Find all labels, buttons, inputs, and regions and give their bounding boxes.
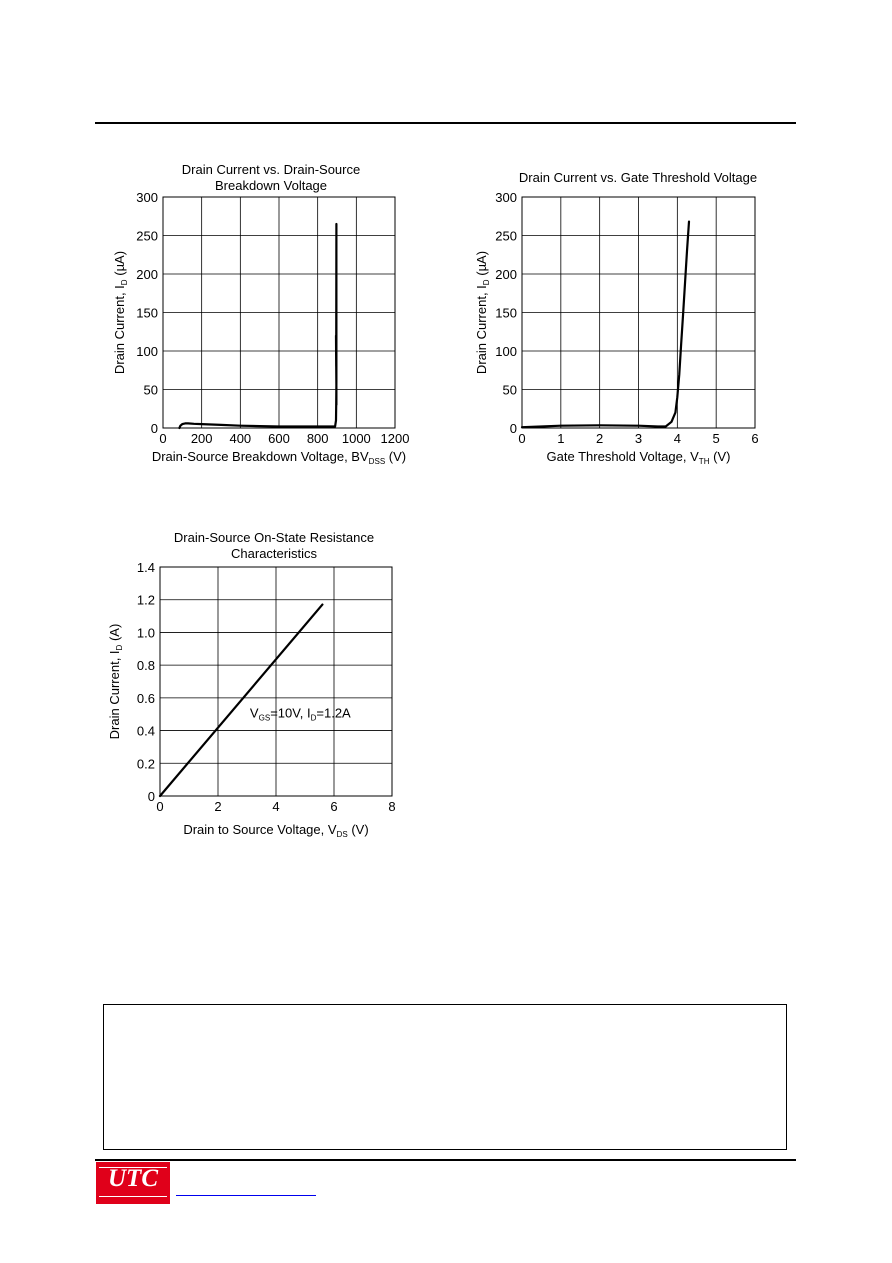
x-tick-label: 3 [634,431,643,446]
note-box [103,1004,787,1150]
x-tick-label: 4 [673,431,681,446]
x-tick-label: 4 [272,799,280,814]
on-state-resistance-chart [0,500,892,860]
y-tick-label: 0.2 [136,756,155,772]
y-axis-label: Drain Current, $I_D$ (µA) [474,250,491,375]
grid [160,567,392,796]
y-tick-label: 100 [495,344,517,359]
y-tick-label: 300 [495,190,517,205]
x-tick-label: 8 [388,799,396,814]
y-tick-label: 100 [136,344,158,359]
x-axis-label: Drain-Source Breakdown Voltage, $BV_{DSS}$ (V) [151,449,407,466]
x-tick-label: 1 [557,431,565,446]
x-axis-label: Gate Threshold Voltage, $V_{TH}$ (V) [546,449,731,466]
y-tick-label: 50 [143,382,158,398]
x-tick-label: 0 [518,431,526,446]
y-tick-label: 0.4 [136,723,155,739]
y-tick-label: 50 [502,382,517,398]
x-axis-label: Drain to Source Voltage, $V_{DS}$ (V) [183,822,369,839]
y-axis-label: Drain Current, $I_D$ (A) [107,623,124,740]
y-tick-label: 150 [495,305,517,321]
chart-title: Drain Current vs. Gate Threshold Voltage [518,170,758,185]
utc-logo [96,1162,170,1204]
x-tick-label: 1200 [380,431,410,446]
y-tick-label: 0 [147,789,155,804]
y-tick-label: 0 [150,421,158,436]
chart-annotation: $V_{GS}=10V$, $I_D=1.2A$ [249,705,351,723]
y-tick-label: 1.4 [136,560,155,575]
series-line [522,222,689,428]
x-tick-label: 1000 [341,431,371,446]
x-tick-label: 0 [156,799,164,814]
x-tick-label: 0 [159,431,167,446]
y-axis-label: Drain Current, $I_D$ (µA) [112,250,129,375]
threshold-voltage-chart [0,0,892,500]
x-tick-label: 600 [268,431,290,446]
y-tick-label: 250 [136,228,158,244]
logo-text: UTC [108,1165,158,1192]
x-tick-label: 6 [330,799,338,814]
y-tick-label: 200 [136,267,158,282]
y-tick-label: 1.0 [136,625,155,641]
x-tick-label: 400 [229,431,252,446]
y-tick-label: 300 [136,190,158,205]
y-tick-label: 200 [495,267,517,282]
y-tick-label: 150 [136,305,158,321]
x-tick-label: 2 [596,431,604,446]
chart-title: Drain-Source On-State Resistance [173,530,375,545]
website-link[interactable] [176,1195,316,1196]
y-tick-label: 0.6 [136,690,155,706]
chart-title: Drain Current vs. Drain-Source [181,162,361,177]
footer-rule [95,1159,796,1161]
series-line [160,605,322,796]
y-tick-label: 250 [495,228,517,244]
x-tick-label: 200 [190,431,213,446]
chart-title: Breakdown Voltage [214,178,328,193]
x-tick-label: 6 [751,431,759,446]
x-tick-label: 2 [214,799,222,814]
x-tick-label: 800 [306,431,329,446]
x-tick-label: 5 [712,431,720,446]
y-tick-label: 0 [509,421,517,436]
grid [522,197,755,428]
y-tick-label: 0.8 [136,658,155,674]
chart-title: Characteristics [231,546,317,561]
y-tick-label: 1.2 [136,592,155,608]
